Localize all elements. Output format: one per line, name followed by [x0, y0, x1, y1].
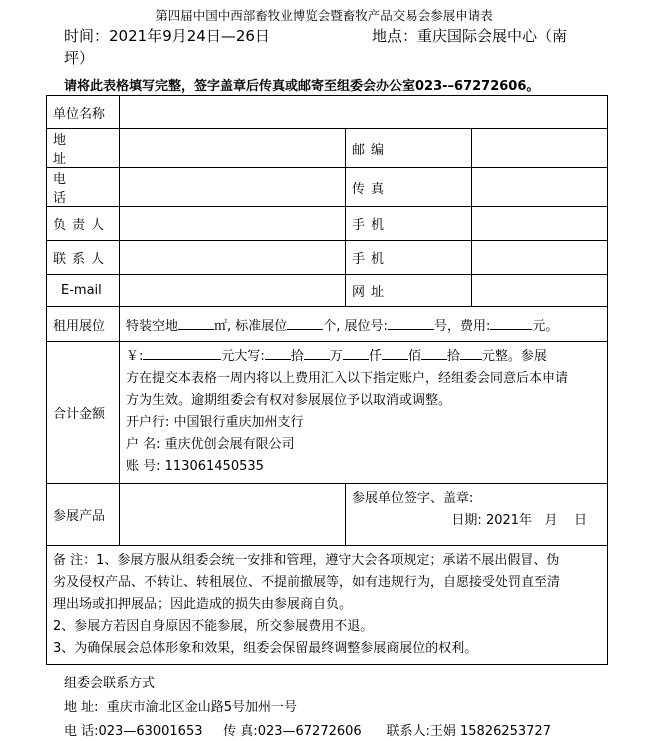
sign-label: 参展单位签字、盖章:	[352, 491, 474, 506]
manager-field[interactable]	[120, 207, 346, 241]
notes-cell	[47, 546, 608, 665]
row-total	[47, 342, 608, 484]
shi-blank[interactable]	[265, 347, 291, 360]
mobile2-label: 手机	[346, 241, 472, 275]
email-label: E-mail	[47, 275, 120, 307]
booth-field[interactable]	[120, 307, 608, 342]
booth-text-e: 元。	[532, 318, 559, 334]
row-booth	[47, 307, 608, 342]
address-label: 地址	[47, 129, 120, 168]
wan-blank[interactable]	[304, 347, 330, 360]
mobile-label: 手机	[346, 207, 472, 241]
note-line-5: 3、为确保展会总体形象和效果，组委会保留最终调整参展商展位的权利。	[53, 641, 478, 656]
booth-fee-blank[interactable]	[490, 317, 532, 330]
booth-text-a: 特装空地	[126, 318, 179, 334]
account-name-line: 户 名: 重庆优创会展有限公司	[126, 437, 295, 452]
shi2-blank[interactable]	[421, 347, 447, 360]
yuan-blank[interactable]	[460, 347, 482, 360]
mobile2-field[interactable]	[472, 241, 608, 275]
postcode-field[interactable]	[472, 129, 608, 168]
footer-contact: 王娟 15826253727	[429, 724, 551, 739]
footer-address: 地 址: 重庆市渝北区金山路5号加州一号	[64, 700, 298, 715]
note-line-1: 备 注：1、参展方服从组委会统一安排和管理，遵守大会各项规定；承诺不展出假冒、伪	[53, 553, 560, 568]
row-product	[47, 484, 608, 546]
bank-line: 开户行: 中国银行重庆加州支行	[126, 415, 304, 430]
total-field	[120, 342, 608, 484]
place-label: 地点：	[372, 27, 418, 45]
place-value: 重庆国际会展中心（南	[417, 27, 568, 45]
time-line	[64, 26, 270, 46]
total-line2: 方在提交本表格一周内将以上费用汇入以下指定账户，经组委会同意后本申请	[126, 371, 569, 386]
application-form-table	[46, 95, 608, 665]
total-amount-blank[interactable]	[143, 347, 221, 360]
unit-name-label: 单位名称	[47, 96, 120, 129]
footer-fax: 023—67272606	[257, 724, 362, 739]
email-field[interactable]	[120, 275, 346, 307]
booth-text-c: 个, 展位号:	[323, 318, 388, 334]
product-field[interactable]	[120, 484, 346, 546]
booth-area-blank[interactable]	[178, 317, 214, 330]
postcode-label: 邮编	[346, 129, 472, 168]
row-phone	[47, 168, 608, 207]
account-no-line: 账 号: 113061450535	[126, 459, 264, 474]
booth-text-d: 号，费用:	[433, 318, 491, 334]
address-field[interactable]	[120, 129, 346, 168]
row-manager	[47, 207, 608, 241]
time-value: 2021年9月24日—26日	[109, 27, 270, 45]
submission-notice: 请将此表格填写完整，签字盖章后传真或邮寄至组委会办公室023-–67272606。	[64, 79, 540, 94]
total-line3: 方为生效。逾期组委会有权对参展展位予以取消或调整。	[126, 393, 452, 408]
total-label: 合计金额	[47, 342, 120, 484]
form-title: 第四届中国中西部畜牧业博览会暨畜牧产品交易会参展申请表	[155, 8, 493, 23]
note-line-2: 劣及侵权产品、不转让、转租展位、不提前撤展等，如有违规行为，自愿接受处罚直至清	[53, 575, 561, 590]
row-contact	[47, 241, 608, 275]
date-line: 日期: 2021年 月 日	[451, 513, 588, 528]
footer-heading: 组委会联系方式	[64, 676, 156, 691]
booth-count-blank[interactable]	[287, 317, 323, 330]
website-field[interactable]	[472, 275, 608, 307]
manager-label: 负责人	[47, 207, 120, 241]
time-label: 时间：	[64, 27, 110, 45]
fax-label: 传真	[346, 168, 472, 207]
phone-label: 电话	[47, 168, 120, 207]
booth-text-b: ㎡, 标准展位	[214, 318, 288, 334]
place-value-continued: 坪）	[64, 49, 95, 67]
booth-label: 租用展位	[47, 307, 120, 342]
row-address	[47, 129, 608, 168]
note-line-4: 2、参展方若因自身原因不能参展，所交参展费用不退。	[53, 619, 374, 634]
footer-phone: 023—63001653	[98, 724, 203, 739]
note-line-3: 理出场或扣押展品；因此造成的损失由参展商自负。	[53, 597, 353, 612]
contact-label: 联系人	[47, 241, 120, 275]
row-notes	[47, 546, 608, 665]
phone-field[interactable]	[120, 168, 346, 207]
qian-blank[interactable]	[343, 347, 369, 360]
website-label: 网址	[346, 275, 472, 307]
place-line	[372, 26, 567, 46]
product-label: 参展产品	[47, 484, 120, 546]
fax-field[interactable]	[472, 168, 608, 207]
mobile-field[interactable]	[472, 207, 608, 241]
bai-blank[interactable]	[382, 347, 408, 360]
total-line1: ￥: 元大写: 拾 万 仟 佰 拾 元整。参展	[126, 349, 547, 364]
unit-name-field[interactable]	[120, 96, 608, 129]
booth-no-blank[interactable]	[388, 317, 434, 330]
row-email	[47, 275, 608, 307]
sign-field	[346, 484, 608, 546]
contact-field[interactable]	[120, 241, 346, 275]
row-unit-name	[47, 96, 608, 129]
footer-phone-line: 电 话:023—63001653 传 真:023—67272606 联系人:王娟 15826253727	[64, 724, 551, 739]
